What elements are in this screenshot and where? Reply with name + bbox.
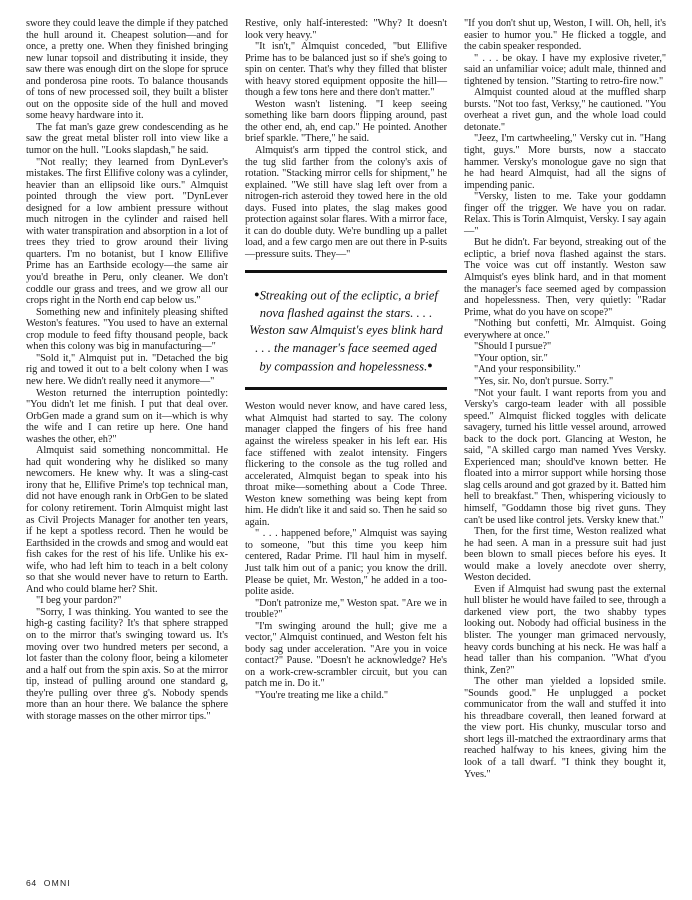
paragraph: "You're treating me like a child." [255,689,388,701]
paragraph: "Versky, listen to me. Take your goddamn finger off the trigger. We have you on radar. Relax. This is Torin Almquist, Versky. I say again—" [464,191,666,237]
paragraph: Almquist counted aloud at the muffled sharp bursts. "Not too fast, Verksy," he cautioned. "You overheat a rivet gun, and the whole load could detonate." [464,87,666,133]
paragraph: "Don't patronize me," Weston spat. "Are we in trouble?" [245,597,447,621]
paragraph: Then, for the first time, Weston realized what he had seen. A man in a pressure suit had just been blown to small pieces before his eyes. It would make a lovely anecdote over sherry, Weston decided. [464,526,666,584]
pull-quote-text-wrapper [245,273,447,387]
paragraph: But he didn't. Far beyond, streaking out of the ecliptic, a brief nova flashed against the stars. The voice was cut off instantly. Weston saw Almquist's eyes blink hard, and in that moment the manager's face seemed aged by compassion and hopelessness. Then, very quietly: "Radar Prime, what do you have on scope?" [464,237,666,318]
paragraph: Something new and infinitely pleasing shifted Weston's features. "You used to have an external crop module to feed fifty thousand people, back when this colony was big in manufacturing—" [26,306,228,353]
paragraph: "Jeez, I'm cartwheeling," Versky cut in. "Hang tight, guys." More bursts, now a staccato hammer. Versky's monologue gave no sign that he had heard Almquist, had all the signs of impending panic. [464,133,666,191]
paragraph: "Sorry, I was thinking. You wanted to see the high-g casting facility? It's that sphere strapped on to the mirror that's swinging toward us. It's moving over two hundred meters per second, a lot faster than the colony floor, being a kilometer and a half out from the spin axis. So at the mirror tip, instead of pulling around one standard g, they're pulling over three g's. Nobody spends more than an hour there. We balance the sphere with storage masses on the other mirror tips." [26,606,228,722]
paragraph: Weston wasn't listening. "I keep seeing something like barn doors flipping around, past the other end, ah, end cap." He pointed. Another brief sparkle. "There," he said. [245,98,447,145]
pull-quote-bottom-rule [245,387,447,390]
paragraph: "Should I pursue?" [474,341,552,353]
paragraph: "Not your fault. I want reports from you and Versky's cargo-team leader with all possible speed." Almquist flicked toggles with delicate savagery, turned his little vessel around, arrowed back to the dock port. Glancing at Weston, he said, "A skilled cargo man named Yves Versky. Experienced man; should've known better. He floated into a mirror support while horsing those slag cells around and got grazed by it. Batted him hell to breakfast." Then, whispering viciously to himself, "Goddamn those big rivet guns. They can't be used like control jets. Versky knew that." [464,387,666,526]
paragraph: "Nothing but confetti, Mr. Almquist. Going everywhere at once." [464,318,666,341]
magazine-name: OMNI [43,878,72,888]
bullet-icon: ● [254,289,260,300]
paragraph: "Yes, sir. No, don't pursue. Sorry." [474,375,614,387]
paragraph: " . . . happened before," Almquist was saying to someone, "but this time you keep him centered, Radar Prime. I'll haul him in myself. Just talk him out of a panic; you know the drill. Please be quiet, Mr. Weston," he added in a too-polite aside. [245,528,447,598]
paragraph: "I'm swinging around the hull; give me a vector," Almquist continued, and Weston felt his body sag under acceleration. "Are you in voice contact?" Pause. "Doesn't he acknowledge? He's on a work-crew-scrambler circuit, but you can patch me in. Do it." [245,620,447,690]
paragraph: The other man yielded a lopsided smile. "Sounds good." He unplugged a pocket communicator from the wall and stuffed it into his threadbare coverall, then leaned forward at the view port. His chunky, muscular torso and short legs ill-matched the extraordinary arms that reached halfway to his knees, giving him the look of a tall dwarf. "I think they bought it, Yves." [464,676,666,780]
paragraph: "And your responsibility." [474,364,581,376]
column-2 [245,18,447,866]
paragraph: Restive, only half-interested: "Why? It doesn't look very heavy." [245,18,447,41]
column-1 [26,18,228,866]
paragraph: swore they could leave the dimple if they patched the hull around it. Cheapest solution—and for once, a pretty one. When they finished bringing new lunar topsoil and distributing it inside, they saw there was enough dirt on the slope for spruce and ponderosa pine roots. To balance thousands of tons of new processed soil, they built a blister out on the opposite side of the hull and moved some heavy hardware into it. [26,18,228,122]
paragraph: " . . . be okay. I have my explosive riveter," said an unfamiliar voice; adult male, thinned and tightened by tension. "Starting to retro-fire now." [464,52,666,87]
paragraph: The fat man's gaze grew condescending as he saw the great metal blister roll into view like a tumor on the hull. "Looks slapdash," he said. [26,121,228,157]
paragraph: Almquist's arm tipped the control stick, and the tug slid farther from the colony's axis of rotation. "Stacking mirror cells for shipment," he explained. "We still have slag left over from a nitrogen-rich asteroid they towed here in the old days. Fused into plates, the slag makes good protection against solar flares. With a mirror face, it can do double duty. We're bundling up a pallet load, and a few cargo men are out there in P-suits—pressure suits. They—" [245,145,447,260]
paragraph: "If you don't shut up, Weston, I will. Oh, hell, it's easier to humor you." He flicked a toggle, and the cabin speaker responded. [464,18,666,53]
paragraph: Weston returned the interruption pointedly: "You didn't let me finish. I put that deal over. OrbGen made a grand sum on it—which is why the wife and I can retire up here. One hand washes the other, eh?" [26,387,228,445]
page-footer [26,878,71,888]
text-columns [26,18,666,866]
pull-quote [245,270,447,390]
bullet-icon: ● [427,359,433,370]
paragraph: Weston would never know, and have cared less, what Almquist had started to say. The colony manager clapped the fingers of his free hand against the wireless speaker in his left ear. His face stiffened with zealot intensity. Fingers flickering to the console as the tug rolled and accelerated, Almquist began to speak into his throat mike—something about a Code Three. Weston knew something was being kept from him. He didn't like it and said so. Then he said so again. [245,401,447,528]
paragraph: "It isn't," Almquist conceded, "but Ellifive Prime has to be balanced just so if she's going to spin on center. That's why they filled that blister with heavy stored equipment opposite the hill—though a few tons here and there don't matter." [245,41,447,99]
paragraph: "Your option, sir." [474,352,548,364]
paragraph: "I beg your pardon?" [36,595,122,607]
paragraph: "Sold it," Almquist put in. "Detached the big rig and towed it out to a belt colony when I was new here. We didn't really need it anymore—" [26,352,228,387]
pull-quote-text: Streaking out of the ecliptic, a brief nova flashed against the stars. . . . Weston saw Almquist's eyes blink hard . . . the manager's face seemed aged by compassion and hopelessness. [249,288,443,374]
paragraph: "Not really; they learned from DynLever's mistakes. The first Ellifive colony was a cylinder, heavier than an ellipsoid like ours." Almquist pointed through the view port. "DynLever designed for a low ambient pressure without much nitrogen in the cylinder and raised hell with water transpiration and absorption in a lot of trees they tried to grow around their living quarters. I'm no botanist, but I know Ellifive Prime has an Earthside ecology—the same air you'd breathe in Peru, only cleaner. We don't coddle our grass and trees, and we grow all our crops right in the North end cap below us." [26,156,228,307]
column-3 [464,18,666,866]
paragraph: Even if Almquist had swung past the external hull blister he would have failed to see, through a darkened view port, the two shabby types looking out. Nobody had official business in the blister. The younger man grimaced nervously, heavy cords bunching at his neck. He was half a head taller than his companion. "What d'you think, Zen?" [464,583,666,676]
page-number: 64 [26,878,37,888]
paragraph: Almquist said something noncommittal. He had quit wondering why he disliked so many newcomers. He knew why. It was a sling-cast irony that he, Ellifive Prime's top technical man, did not have enough rank in OrbGen to be slated for colony retirement. Torin Almquist might last as Civil Projects Manager for another ten years, if he kept a spotless record. Then he would be Earthsided in the crowds and smog and would eat fish cakes for the rest of his life. Unlike his ex-wife, who had left him to teach in a belt colony so that she would never have to return to Earth. And who could blame her? Shit. [26,445,228,595]
